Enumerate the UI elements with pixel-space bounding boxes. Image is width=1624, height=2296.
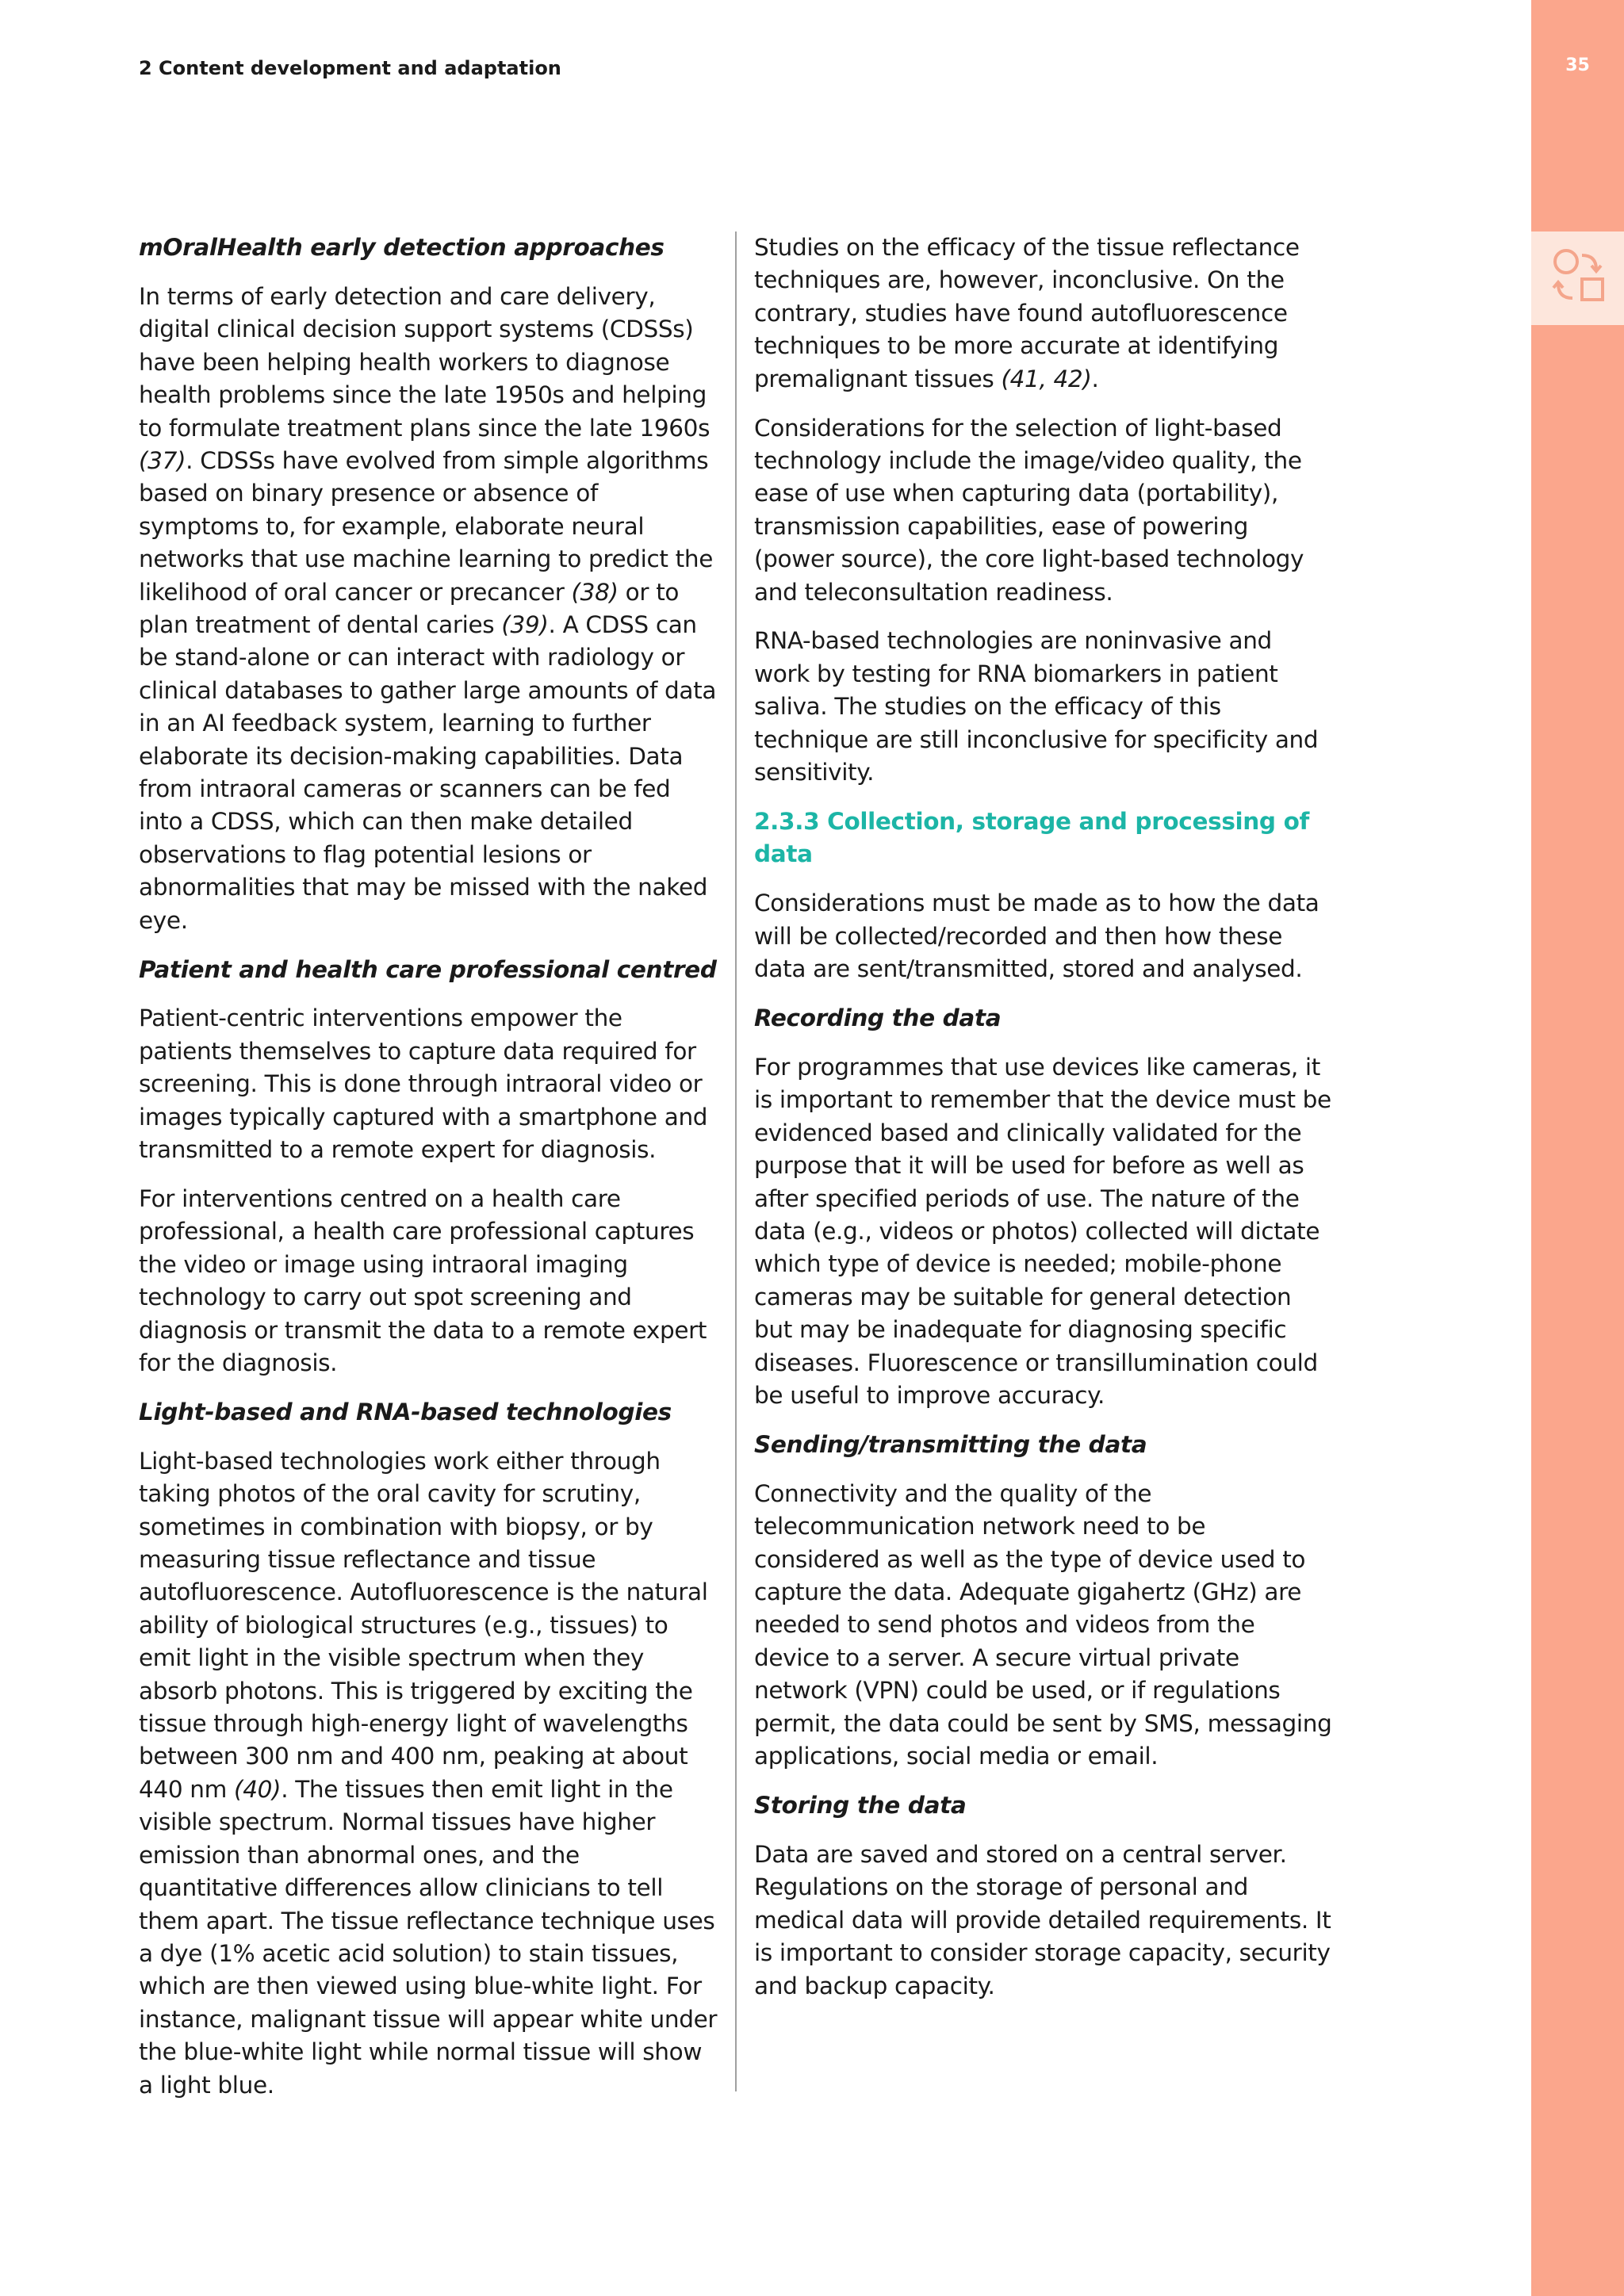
subheading-sending: Sending/transmitting the data [754, 1430, 1147, 1458]
right-column [754, 232, 1333, 2019]
citation: (40) [234, 1775, 282, 1803]
shapes-icon [1550, 244, 1606, 309]
page-number: 35 [1565, 55, 1590, 75]
paragraph: Studies on the efficacy of the tissue reflectance techniques are, however, inconclusive. On the contrary, studies have found autofluorescence techniques to be more accurate at identifying premalignant tissues (41, 42). [754, 234, 1300, 392]
section-heading: 2.3.3 Collection, storage and processing of data [754, 808, 1310, 868]
citation: (38) [571, 578, 619, 606]
citation: (41, 42) [1001, 365, 1092, 392]
paragraph: RNA-based technologies are noninvasive and work by testing for RNA biomarkers in patient saliva. The studies on the efficacy of this technique are still inconclusive for specificity and sensitivity. [754, 627, 1319, 786]
paragraph: For interventions centred on a health care professional, a health care professional captures the video or image using intraoral imaging technology to carry out spot screening and diagnosis or transmit the data to a remote expert for the diagnosis. [139, 1184, 707, 1376]
paragraph: Patient-centric interventions empower the patients themselves to capture data required for screening. This is done through intraoral video or images typically captured with a smartphone and transmitted to a remote expert for diagnosis. [139, 1004, 708, 1164]
paragraph: Light-based technologies work either through taking photos of the oral cavity for scrutiny, sometimes in combination with biopsy, or by measuring tissue reflectance and tissue autofluorescence. Autofluorescence is the natural ability of biological structures (e.g., tissues) to emit light in the visible spectrum when they absorb photons. This is triggered by exciting the tissue through high-energy light of wavelengths between 300 nm and 400 nm, peaking at about 440 nm (40). The tissues then emit light in the visible spectrum. Normal tissues have higher emission than abnormal ones, and the quantitative differences allow clinicians to tell them apart. The tissue reflectance technique uses a dye (1% acetic acid solution) to stain tissues, which are then viewed using blue-white light. For instance, malignant tissue will appear white under the blue-white light while normal tissue will show a light blue. [139, 1447, 718, 2099]
left-column [139, 232, 718, 2118]
subheading-light-rna: Light-based and RNA-based technologies [139, 1398, 672, 1425]
chapter-tab[interactable] [1531, 232, 1624, 325]
paragraph: For programmes that use devices like cameras, it is important to remember that the device must be evidenced based and clinically validated for the purpose that it will be used for before as well as after specified periods of use. The nature of the data (e.g., videos or photos) collected will dictate which type of device is needed; mobile-phone cameras may be suitable for general detection but may be inadequate for diagnosing specific diseases. Fluorescence or transillumination could be useful to improve accuracy. [754, 1053, 1331, 1409]
citation: (39) [501, 610, 549, 638]
citation: (37) [139, 446, 186, 474]
column-divider [735, 232, 737, 2091]
paragraph: Considerations must be made as to how the data will be collected/recorded and then how these data are sent/transmitted, stored and analysed. [754, 890, 1320, 983]
subheading-storing: Storing the data [754, 1791, 967, 1819]
subheading-early-detection: mOralHealth early detection approaches [139, 234, 665, 261]
running-head: 2 Content development and adaptation [139, 57, 561, 79]
paragraph: Considerations for the selection of light-based technology include the image/video quality, the ease of use when capturing data (portability), transmission capabilities, ease of powering (power source), the core light-based technology and teleconsultation readiness. [754, 414, 1304, 606]
subheading-recording: Recording the data [754, 1004, 1002, 1032]
side-bar [1531, 0, 1624, 2296]
paragraph: Connectivity and the quality of the telecommunication network need to be considered as well as the type of device used to capture the data. Adequate gigahertz (GHz) are needed to send photos and videos from the device to a server. A secure virtual private network (VPN) could be used, or if regulations permit, the data could be sent by SMS, messaging applications, social media or email. [754, 1479, 1332, 1770]
paragraph: In terms of early detection and care delivery, digital clinical decision support systems (CDSSs) have been helping health workers to diagnose health problems since the late 1950s and helping to formulate treatment plans since the late 1960s (37). CDSSs have evolved from simple algorithms based on binary presence or absence of symptoms to, for example, elaborate neural networks that use machine learning to predict the likelihood of oral cancer or precancer (38) or to plan treatment of dental caries (39). A CDSS can be stand-alone or can interact with radiology or clinical databases to gather large amounts of data in an AI feedback system, learning to further elaborate its decision-making capabilities. Data from intraoral cameras or scanners can be fed into a CDSS, which can then make detailed observations to flag potential lesions or abnormalities that may be missed with the naked eye. [139, 282, 717, 934]
subheading-patient-centred: Patient and health care professional centred [139, 955, 717, 983]
paragraph: Data are saved and stored on a central server. Regulations on the storage of personal and medical data will provide detailed requirements. It is important to consider storage capacity, security and backup capacity. [754, 1840, 1331, 1999]
